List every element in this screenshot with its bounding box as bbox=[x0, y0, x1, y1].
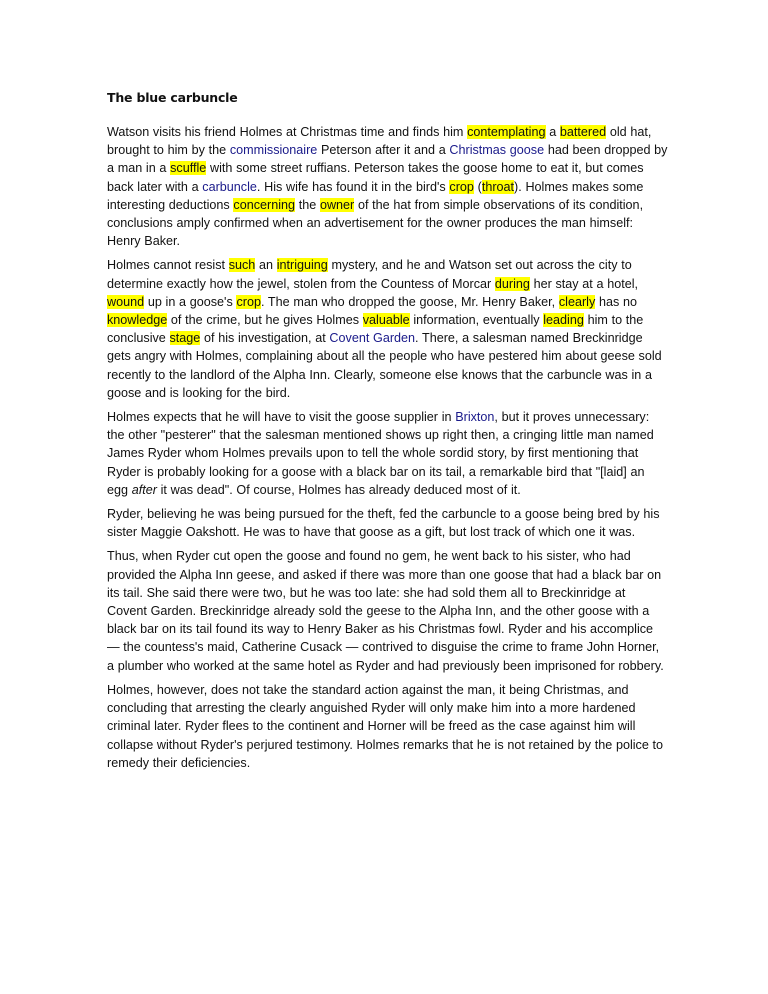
highlighted-word: crop bbox=[236, 294, 261, 309]
hyperlink[interactable]: commissionaire bbox=[229, 143, 318, 158]
text-run: Ryder, believing he was being pursued for the theft, fed the carbuncle to a goose being bred by his sister Maggie Oakshott. He was to have that goose as a gift, but lost track of which one it was. bbox=[107, 507, 660, 540]
highlighted-word: crop bbox=[449, 179, 474, 194]
highlighted-word: intriguing bbox=[276, 258, 328, 273]
text-run: , but it proves unnecessary: the other "pesterer" that the salesman mentioned shows up right then, a cringing little man named James Ryder whom Holmes prevails upon to tell the whole sordid story, by first mentioning that Ryder is probably looking for a goose with a black bar on its tail, a remarkable bird that "[laid] an egg bbox=[107, 410, 654, 497]
highlighted-word: such bbox=[228, 258, 256, 273]
text-run: information, eventually bbox=[409, 313, 544, 328]
highlighted-word: throat bbox=[481, 179, 515, 194]
paragraph bbox=[107, 547, 668, 674]
highlighted-word: scuffle bbox=[170, 161, 207, 176]
text-run: him to the conclusive bbox=[107, 313, 644, 346]
text-run: ). Holmes makes some interesting deductions bbox=[107, 179, 644, 212]
text-run: the bbox=[295, 197, 320, 212]
text-run: Holmes cannot resist bbox=[107, 258, 229, 273]
text-run: her stay at a hotel, bbox=[529, 276, 639, 291]
text-run: it was dead". Of course, Holmes has already deduced most of it. bbox=[156, 482, 521, 497]
text-run: has no bbox=[595, 294, 637, 309]
text-run: Holmes expects that he will have to visit the goose supplier in bbox=[107, 410, 456, 425]
highlighted-word: contemplating bbox=[467, 125, 546, 139]
document-body bbox=[107, 123, 668, 772]
highlighted-word: concerning bbox=[233, 197, 296, 212]
paragraph bbox=[107, 681, 668, 772]
text-run: of his investigation, at bbox=[200, 331, 330, 346]
paragraph bbox=[107, 505, 668, 541]
text-run: had been dropped by a man in a bbox=[107, 143, 668, 176]
document-title: The blue carbuncle bbox=[107, 90, 238, 105]
highlighted-word: battered bbox=[559, 125, 607, 139]
text-run: Peterson after it and a bbox=[317, 143, 450, 158]
highlighted-word: clearly bbox=[558, 294, 596, 309]
highlighted-word: leading bbox=[543, 313, 584, 328]
hyperlink[interactable]: Covent Garden bbox=[329, 331, 416, 346]
text-run: mystery, and he and Watson set out across the city to determine exactly how the jewel, stolen from the Countess of Morcar bbox=[107, 258, 632, 291]
highlighted-word: owner bbox=[319, 197, 355, 212]
text-run: of the crime, but he gives Holmes bbox=[167, 313, 363, 328]
text-run: . There, a salesman named Breckinridge gets angry with Holmes, complaining about all the people who have pestered him about geese sold recently to the landlord of the Alpha Inn. Clearly, someone else knows that the carbuncle was in a goose and is looking for the bird. bbox=[107, 331, 662, 400]
hyperlink[interactable]: carbuncle bbox=[202, 179, 257, 194]
text-run: Watson visits his friend Holmes at Christmas time and finds him bbox=[107, 125, 468, 139]
paragraph bbox=[107, 123, 668, 250]
text-run: . The man who dropped the goose, Mr. Henry Baker, bbox=[260, 294, 559, 309]
highlighted-word: wound bbox=[107, 294, 145, 309]
text-run: Thus, when Ryder cut open the goose and found no gem, he went back to his sister, who had provided the Alpha Inn geese, and asked if there was more than one goose that had a black bar on its tail. She said there were two, but he was too late: she had sold them all to Breckinridge at Covent Garden. Breckinridge already sold the geese to the Alpha Inn, and the other goose with a black bar on its tail found its way to Henry Baker as his Christmas fowl. Ryder and his accomplice — the countess's maid, Catherine Cusack — contrived to disguise the crime to frame John Horner, a plumber who worked at the same hotel as Ryder and had previously been imprisoned for robbery. bbox=[107, 549, 664, 673]
highlighted-word: stage bbox=[169, 331, 201, 346]
emphasized-text: after bbox=[131, 482, 157, 497]
text-run: . His wife has found it in the bird's bbox=[256, 179, 450, 194]
text-run: with some street ruffians. Peterson takes the goose home to eat it, but comes back later with a bbox=[107, 161, 644, 194]
text-run: of the hat from simple observations of its condition, conclusions amply confirmed when an advertisement for the owner produces the man himself: Henry Baker. bbox=[107, 197, 644, 249]
paragraph bbox=[107, 408, 668, 499]
text-run: up in a goose's bbox=[144, 294, 237, 309]
hyperlink[interactable]: Brixton bbox=[455, 410, 495, 425]
text-run: old hat, brought to him by the bbox=[107, 125, 652, 158]
highlighted-word: during bbox=[494, 276, 530, 291]
text-run: an bbox=[255, 258, 277, 273]
paragraph bbox=[107, 256, 668, 402]
text-run: ( bbox=[473, 179, 482, 194]
hyperlink[interactable]: Christmas goose bbox=[449, 143, 545, 158]
highlighted-word: valuable bbox=[362, 313, 410, 328]
text-run: Holmes, however, does not take the standard action against the man, it being Christmas, and concluding that arresting the clearly anguished Ryder will only make him into a more hardened criminal later. Ryder flees to the continent and Horner will be freed as the case against him will collapse without Ryder's perjured testimony. Holmes remarks that he is not retained by the police to remedy their deficiencies. bbox=[107, 682, 664, 770]
highlighted-word: knowledge bbox=[107, 313, 168, 328]
text-run: a bbox=[545, 125, 560, 139]
